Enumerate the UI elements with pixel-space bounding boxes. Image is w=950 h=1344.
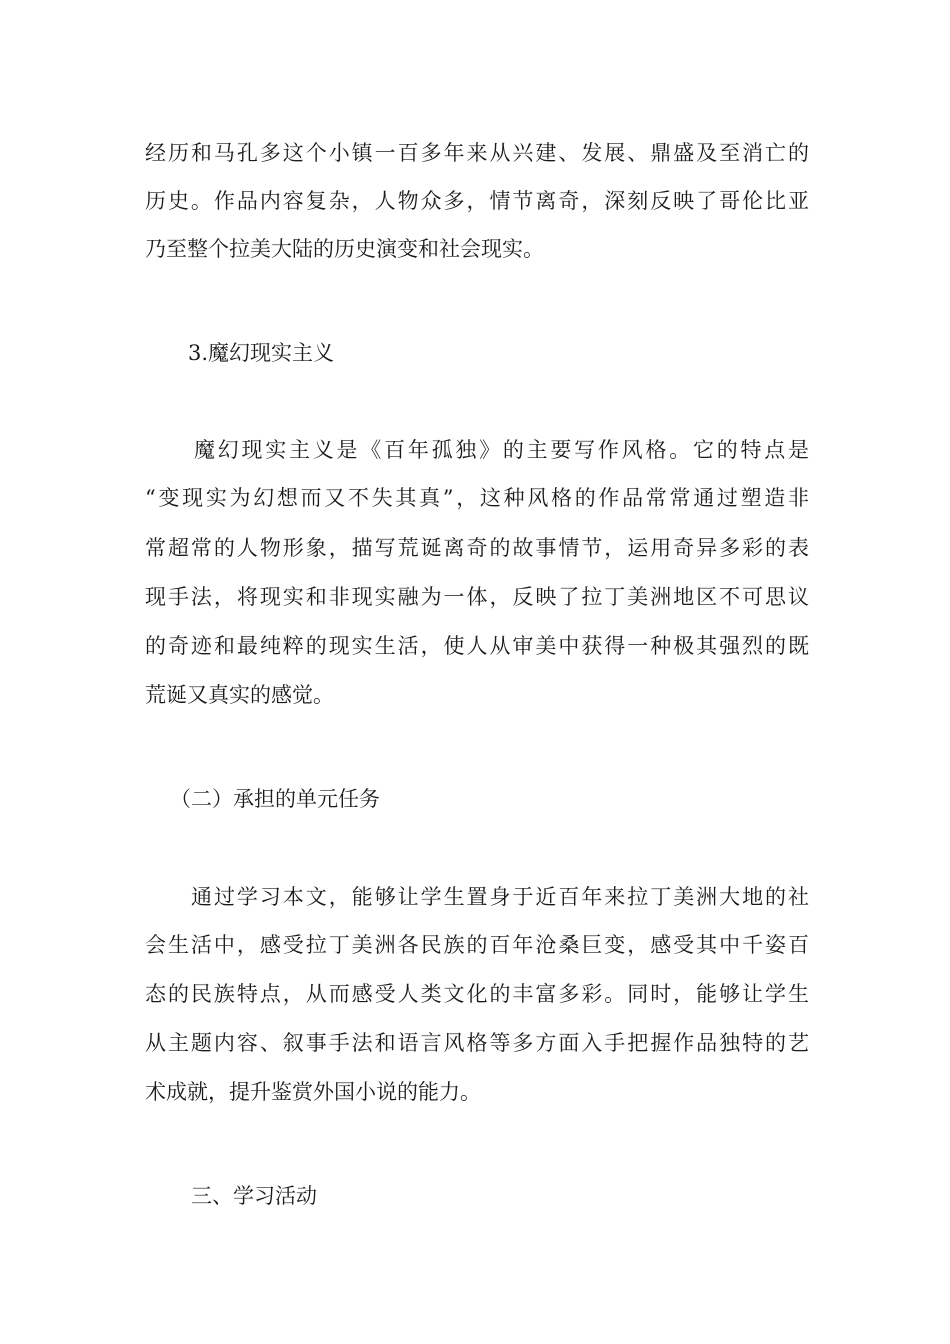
- section-heading-learning-activities: 三、学习活动: [191, 1184, 317, 1208]
- paragraph-line: 经历和马孔多这个小镇一百多年来从兴建、发展、鼎盛及至消亡的: [145, 141, 809, 165]
- paragraph-line: 现手法，将现实和非现实融为一体，反映了拉丁美洲地区不可思议: [145, 585, 809, 609]
- paragraph-line: 历史。作品内容复杂，人物众多，情节离奇，深刻反映了哥伦比亚: [145, 189, 809, 213]
- paragraph-line: 会生活中，感受拉丁美洲各民族的百年沧桑巨变，感受其中千姿百: [145, 933, 809, 957]
- paragraph-line: 从主题内容、叙事手法和语言风格等多方面入手把握作品独特的艺: [145, 1031, 809, 1055]
- paragraph-line: 态的民族特点，从而感受人类文化的丰富多彩。同时，能够让学生: [145, 982, 809, 1006]
- paragraph-line: 魔幻现实主义是《百年孤独》的主要写作风格。它的特点是: [194, 438, 809, 462]
- paragraph-line: 常超常的人物形象，描写荒诞离奇的故事情节，运用奇异多彩的表: [145, 536, 809, 560]
- section-heading-magic-realism: 3.魔幻现实主义: [188, 341, 335, 365]
- paragraph-line: 术成就，提升鉴赏外国小说的能力。: [145, 1080, 481, 1104]
- paragraph-line: 的奇迹和最纯粹的现实生活，使人从审美中获得一种极其强烈的既: [145, 634, 809, 658]
- paragraph-line: 荒诞又真实的感觉。: [145, 683, 334, 707]
- section-heading-unit-task: （二）承担的单元任务: [170, 787, 380, 811]
- paragraph-line: 通过学习本文，能够让学生置身于近百年来拉丁美洲大地的社: [191, 885, 809, 909]
- paragraph-line: “变现实为幻想而又不失其真”，这种风格的作品常常通过塑造非: [145, 486, 809, 510]
- paragraph-line: 乃至整个拉美大陆的历史演变和社会现实。: [145, 237, 544, 261]
